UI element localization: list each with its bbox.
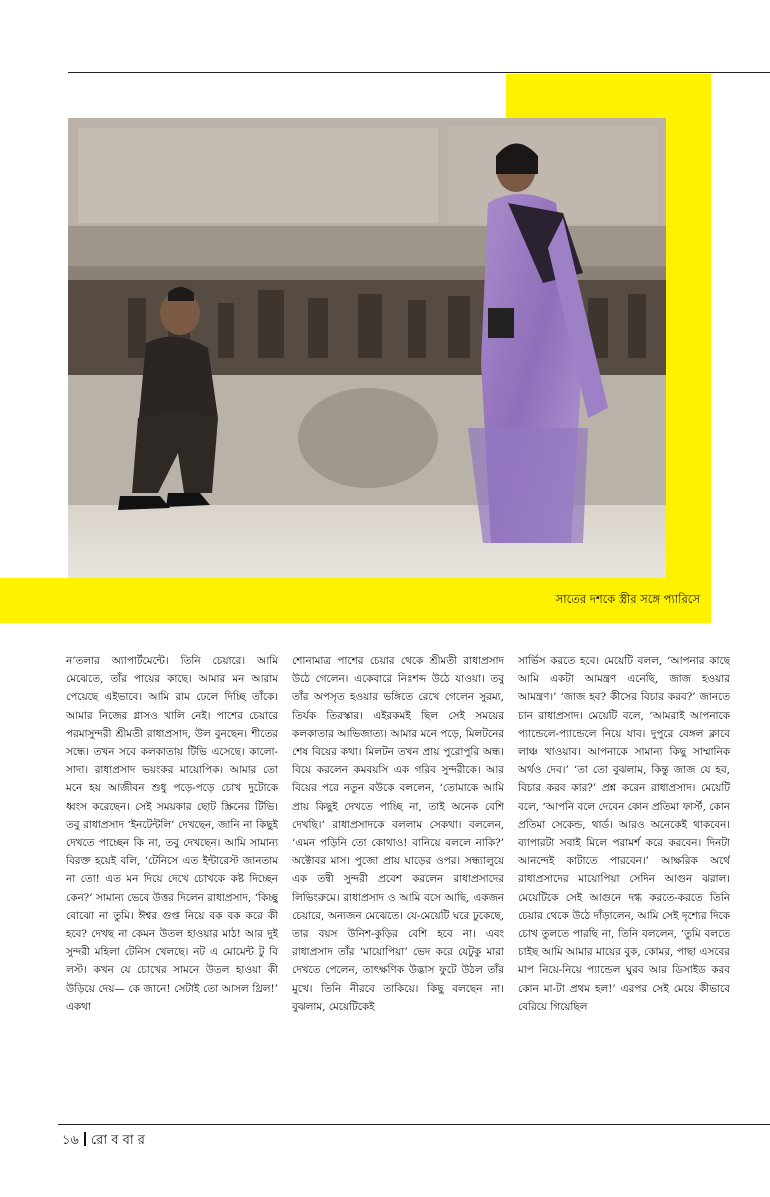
- page-number: ১৬: [62, 1133, 79, 1148]
- article-column-1: [66, 652, 278, 1107]
- article-paragraph: ন’তলার অ্যাপার্টমেন্টে। তিনি চেয়ারে। আমি মেঝেতে, তাঁর পায়ের কাছে। আমার মন আরাম পেয়েছে এইভাবে। আমি রাম ঢেলে দিচ্ছি তাঁকে। আমার নিজের গ্লাসও খালি নেই। পাশের চেয়ারে পরমাসুন্দরী শ্রীমতী রাধাপ্রসাদ, উল বুনছেন। শীতের সন্ধে। তখন সবে কলকাতায় টিভি এসেছে। কালো-সাদা। রাধাপ্রসাদ ভয়ংকর মায়োপিক। আমার তো মনে হয় আজীবন শুধু পড়ে-পড়ে চোখ দুটোকে ধ্বংস করেছেন। সেই সময়কার ছোট স্ক্রিনের টিভি। তবু রাধাপ্রসাদ ‘ইনটেন্টলি’ দেখছেন, জানি না কিছুই দেখতে পাচ্ছেন কি না, তবু দেখছেন। আমি সামান্য বিরক্ত হয়েই বলি, ‘টেনিসে এত ইন্টারেস্ট জানতাম না তো! এত মন দিয়ে দেখে চোখকে কষ্ট দিচ্ছেন কেন?’ সামান্য ভেবে উত্তর দিলেন রাধাপ্রসাদ, ‘কিচ্ছু বোঝো না তুমি। ঈশ্বর গুপ্ত নিয়ে বক বক করে কী হবে? দেখছ না কেমন উতল হাওয়ার মাঠ! আর দুই সুন্দরী মহিলা টেনিস খেলছে। নট এ মোমেন্ট টু বি লস্ট। কখন যে চোখের সামনে উতল হাওয়া কী উড়িয়ে দেয়— কে জানে! সেটাই তো আসল থ্রিল!’ একথা: [66, 655, 278, 1013]
- article-paragraph: সার্ভিস করতে হবে। মেয়েটি বলল, ‘আপনার কাছে আমি একটা আমন্ত্রণ এনেছি, জাজ হওয়ার আমন্ত্রণ।’ ‘জাজ হব? কীসের বিচার করব?’ জানতে চান রাধাপ্রসাদ। মেয়েটি বলে, ‘আমরাই আপনাকে প্যান্ডেলে-প্যান্ডেলে নিয়ে যাব। দুপুরে বেঙ্গল ক্লাবে লাঞ্চ খাওয়াব। আপনাকে সামান্য কিছু সাম্মানিক অর্থও দেব।’ ‘তা তো বুঝলাম, কিন্তু জাজ যে হব, বিচার করব কার?’ প্রশ্ন করেন রাধাপ্রসাদ। মেয়েটি বলে, ‘আপনি বলে দেবেন কোন প্রতিমা ফার্স্ট, কোন প্রতিমা সেকেন্ড, থার্ড। আরও অনেকেই থাকবেন। ব্যাপারটা সবাই মিলে পরামর্শ করে করবেন। দিনটা আনন্দেই কাটাতে পারবেন।’ আক্ষরিক অর্থে রাধাপ্রসাদের মায়োপিয়া সেদিন আগুন ঝরাল। মেয়েটিকে সেই আগুনে দগ্ধ করতে-করতে তিনি চেয়ার থেকে উঠে দাঁড়ালেন, আমি সেই দৃশ্যের দিকে চোখ তুলতে পারছি না, তিনি বললেন, ‘তুমি বলতে চাইছ আমি আমার মায়ের বুক, কোমর, পাছা এসবের মাপ নিয়ে-নিয়ে প্যান্ডেল ঘুরব আর ডিসাইড করব কোন মা-টা প্রথম হল!’ এরপর সেই মেয়ে কীভাবে বেরিয়ে গিয়েছিল: [518, 655, 730, 1013]
- article-paragraph: শোনামাত্র পাশের চেয়ার থেকে শ্রীমতী রাধাপ্রসাদ উঠে গেলেন। একেবারে নিঃশব্দ উঠে যাওয়া। তবু তাঁর অপসৃত হওয়ার ভঙ্গিতে রেখে গেলেন সুরম্য, তির্যক তিরস্কার। এইরকমই ছিল সেই সময়ের কলকাতার আভিজাত্য। আমার মনে পড়ে, মিলটনের শেষ বিয়ের কথা। মিলটন তখন প্রায় পুরোপুরি অন্ধ। বিয়ে করলেন কমবয়সি এক গরিব সুন্দরীকে। আর বিয়ের পরে নতুন বউকে বললেন, ‘তোমাকে আমি প্রায় কিছুই দেখতে পাচ্ছি না, তাই অনেক বেশি দেখছি।’ রাধাপ্রসাদকে বললাম সেকথা। বললেন, ‘এমন পড়িনি তো কোথাও! বানিয়ে বললে নাকি?’ অক্টোবর মাস। পুজো প্রায় ঘাড়ের ওপর। সন্ধ্যালুয়ে এক তন্বী সুন্দরী প্রবেশ করলেন রাধাপ্রসাদের লিভিংরুমে। রাধাপ্রসাদ ও আমি বসে আছি, একজন চেয়ারে, অন্যজন মেঝেতে। যে-মেয়েটি ঘরে ঢুকেছে, তার বয়স উনিশ-কুড়ির বেশি হবে না। এবং রাধাপ্রসাদ তাঁর ‘মায়োপিয়া’ ভেদ করে যেটুকু মারা দেখতে পেলেন, তাৎক্ষণিক উদ্ভাস ফুটে উঠল তাঁর মুখে। তিনি নীরবে তাকিয়ে। কিছু বলছেন না। বুঝলাম, মেয়েটিকেই: [292, 655, 504, 1013]
- bottom-rule: [58, 1124, 770, 1125]
- footer-separator: [84, 1132, 86, 1146]
- article-column-3: [518, 652, 730, 1107]
- article-photo: [68, 118, 666, 578]
- page-footer: [62, 1131, 145, 1152]
- article-column-2: [292, 652, 504, 1107]
- magazine-name: রো ব বা র: [90, 1133, 145, 1148]
- photo-caption: সাতের দশকে স্ত্রীর সঙ্গে প্যারিসে: [555, 592, 700, 606]
- top-rule: [68, 72, 770, 73]
